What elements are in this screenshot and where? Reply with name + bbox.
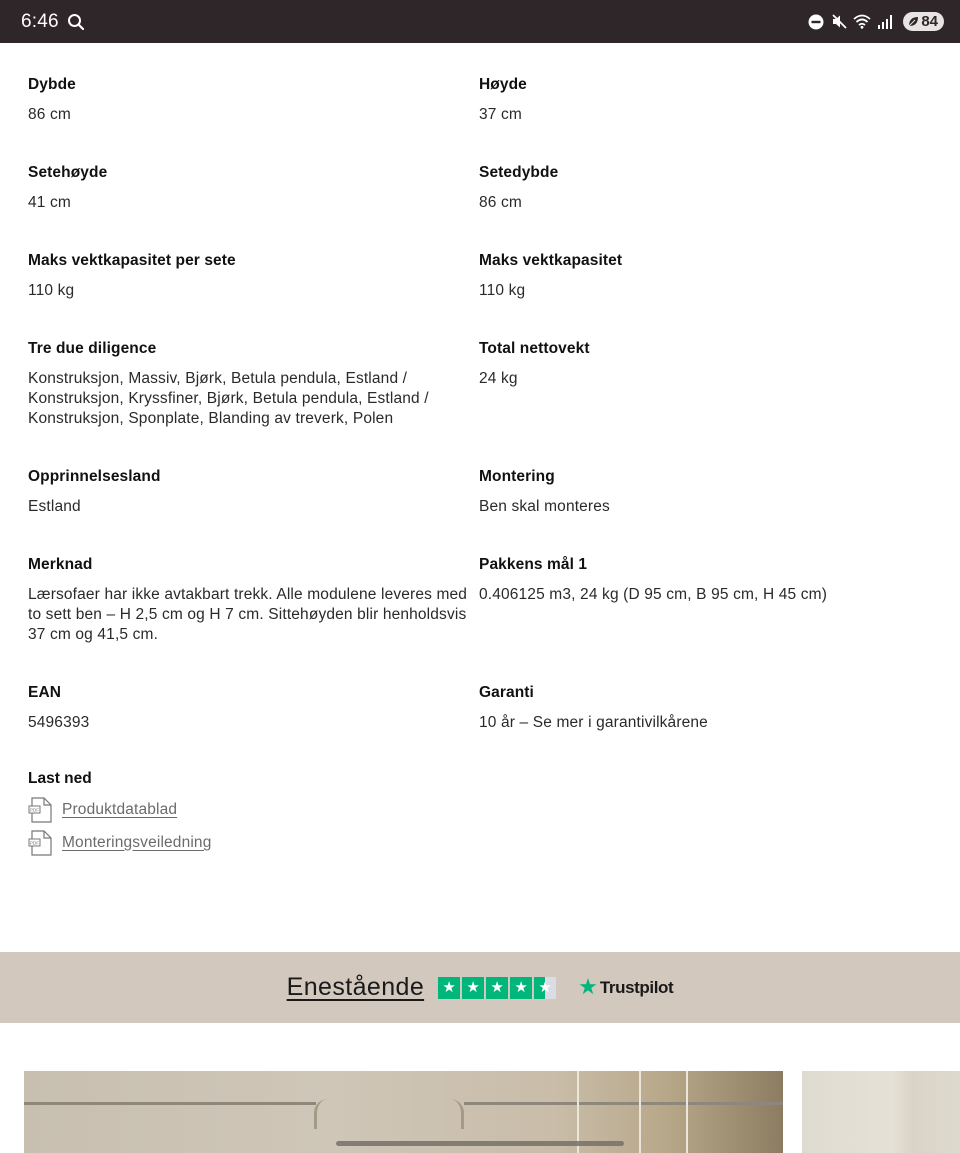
spec-label: Setehøyde xyxy=(28,164,108,181)
panel-molding-curve xyxy=(444,1099,464,1129)
spec-label: EAN xyxy=(28,684,62,701)
downloads-section xyxy=(28,769,211,855)
spec-label: Montering xyxy=(479,468,555,485)
spec-seat-depth xyxy=(479,163,959,213)
spec-value: 110 kg xyxy=(28,282,75,299)
trustpilot-star-icon: ★ xyxy=(578,974,598,1000)
panel-molding xyxy=(24,1102,316,1105)
trustpilot-banner xyxy=(0,952,960,1023)
battery-level: 84 xyxy=(921,13,938,30)
spec-total-net-weight xyxy=(479,339,959,429)
product-specifications xyxy=(0,43,960,733)
spec-value: 37 cm xyxy=(479,106,522,123)
panel-seam xyxy=(639,1071,641,1153)
do-not-disturb-icon xyxy=(807,13,825,31)
star-icon: ★ xyxy=(462,977,484,999)
spec-label: Garanti xyxy=(479,684,534,701)
spec-label: Dybde xyxy=(28,76,76,93)
spec-label: Maks vektkapasitet xyxy=(479,252,623,269)
spec-value: Konstruksjon, Massiv, Bjørk, Betula pendula, Estland / Konstruksjon, Kryssfiner, Bjørk, Betula pendula, Estland / Konstruksjon, Sponplate, Blanding av treverk, Polen xyxy=(28,370,429,427)
spec-label: Tre due diligence xyxy=(28,340,157,357)
spec-label: Pakkens mål 1 xyxy=(479,556,588,573)
download-product-datasheet-link[interactable] xyxy=(28,797,211,822)
spec-warranty xyxy=(479,683,959,733)
wifi-icon xyxy=(853,13,871,31)
panel-seam xyxy=(686,1071,688,1153)
spec-max-weight xyxy=(479,251,959,301)
downloads-title: Last ned xyxy=(28,770,92,787)
spec-depth xyxy=(28,75,479,125)
spec-value: Ben skal monteres xyxy=(479,498,610,515)
search-icon xyxy=(67,13,85,31)
spec-value: Lærsofaer har ikke avtakbart trekk. Alle modulene leveres med to sett ben – H 2,5 cm og H 7 cm. Sittehøyden blir henholdsvis 37 cm og 41,5 cm. xyxy=(28,586,468,643)
trustpilot-brand: Trustpilot xyxy=(599,977,674,997)
spec-max-weight-per-seat xyxy=(28,251,479,301)
download-assembly-guide-link[interactable] xyxy=(28,830,211,855)
signal-icon xyxy=(876,13,894,31)
spec-label: Høyde xyxy=(479,76,527,93)
svg-text:PDF: PDF xyxy=(30,807,39,812)
spec-value: 0.406125 m3, 24 kg (D 95 cm, B 95 cm, H 45 cm) xyxy=(479,586,828,603)
spec-value: 86 cm xyxy=(28,106,71,123)
spec-note xyxy=(28,555,479,645)
spec-value: 41 cm xyxy=(28,194,71,211)
spec-ean xyxy=(28,683,479,733)
svg-text:PDF: PDF xyxy=(30,840,39,845)
gesture-home-indicator[interactable] xyxy=(336,1141,624,1146)
spec-assembly xyxy=(479,467,959,517)
battery-saver-leaf-icon xyxy=(908,16,919,27)
star-icon: ★ xyxy=(438,977,460,999)
spec-country-of-origin xyxy=(28,467,479,517)
download-link-label: Produktdatablad xyxy=(62,800,178,818)
trustpilot-stars xyxy=(438,977,556,999)
status-time: 6:46 xyxy=(21,10,59,32)
status-bar xyxy=(0,0,960,43)
panel-molding-curve xyxy=(314,1099,328,1129)
download-link-label: Monteringsveiledning xyxy=(62,833,212,851)
trustpilot-rating-link[interactable]: Enestående xyxy=(286,973,425,1001)
spec-value: 5496393 xyxy=(28,714,90,731)
battery-indicator xyxy=(903,12,944,31)
spec-value: 86 cm xyxy=(479,194,522,211)
mute-icon xyxy=(830,13,848,31)
spec-label: Total nettovekt xyxy=(479,340,590,357)
trustpilot-logo[interactable] xyxy=(578,974,674,1000)
spec-value: 10 år – Se mer i garantivilkårene xyxy=(479,714,708,731)
spec-label: Setedybde xyxy=(479,164,559,181)
panel-molding xyxy=(464,1102,783,1105)
spec-label: Opprinnelsesland xyxy=(28,468,161,485)
star-icon: ★ xyxy=(486,977,508,999)
half-star-icon: ★ xyxy=(534,977,556,999)
star-icon: ★ xyxy=(510,977,532,999)
spec-package-dimensions xyxy=(479,555,959,645)
spec-height xyxy=(479,75,959,125)
spec-value: Estland xyxy=(28,498,81,515)
spec-value: 24 kg xyxy=(479,370,518,387)
spec-wood-due-diligence xyxy=(28,339,479,429)
spec-label: Maks vektkapasitet per sete xyxy=(28,252,236,269)
pdf-file-icon xyxy=(28,830,53,856)
spec-label: Merknad xyxy=(28,556,93,573)
pdf-file-icon xyxy=(28,797,53,823)
spec-value: 110 kg xyxy=(479,282,526,299)
spec-seat-height xyxy=(28,163,479,213)
carousel-image-next[interactable] xyxy=(802,1071,960,1153)
